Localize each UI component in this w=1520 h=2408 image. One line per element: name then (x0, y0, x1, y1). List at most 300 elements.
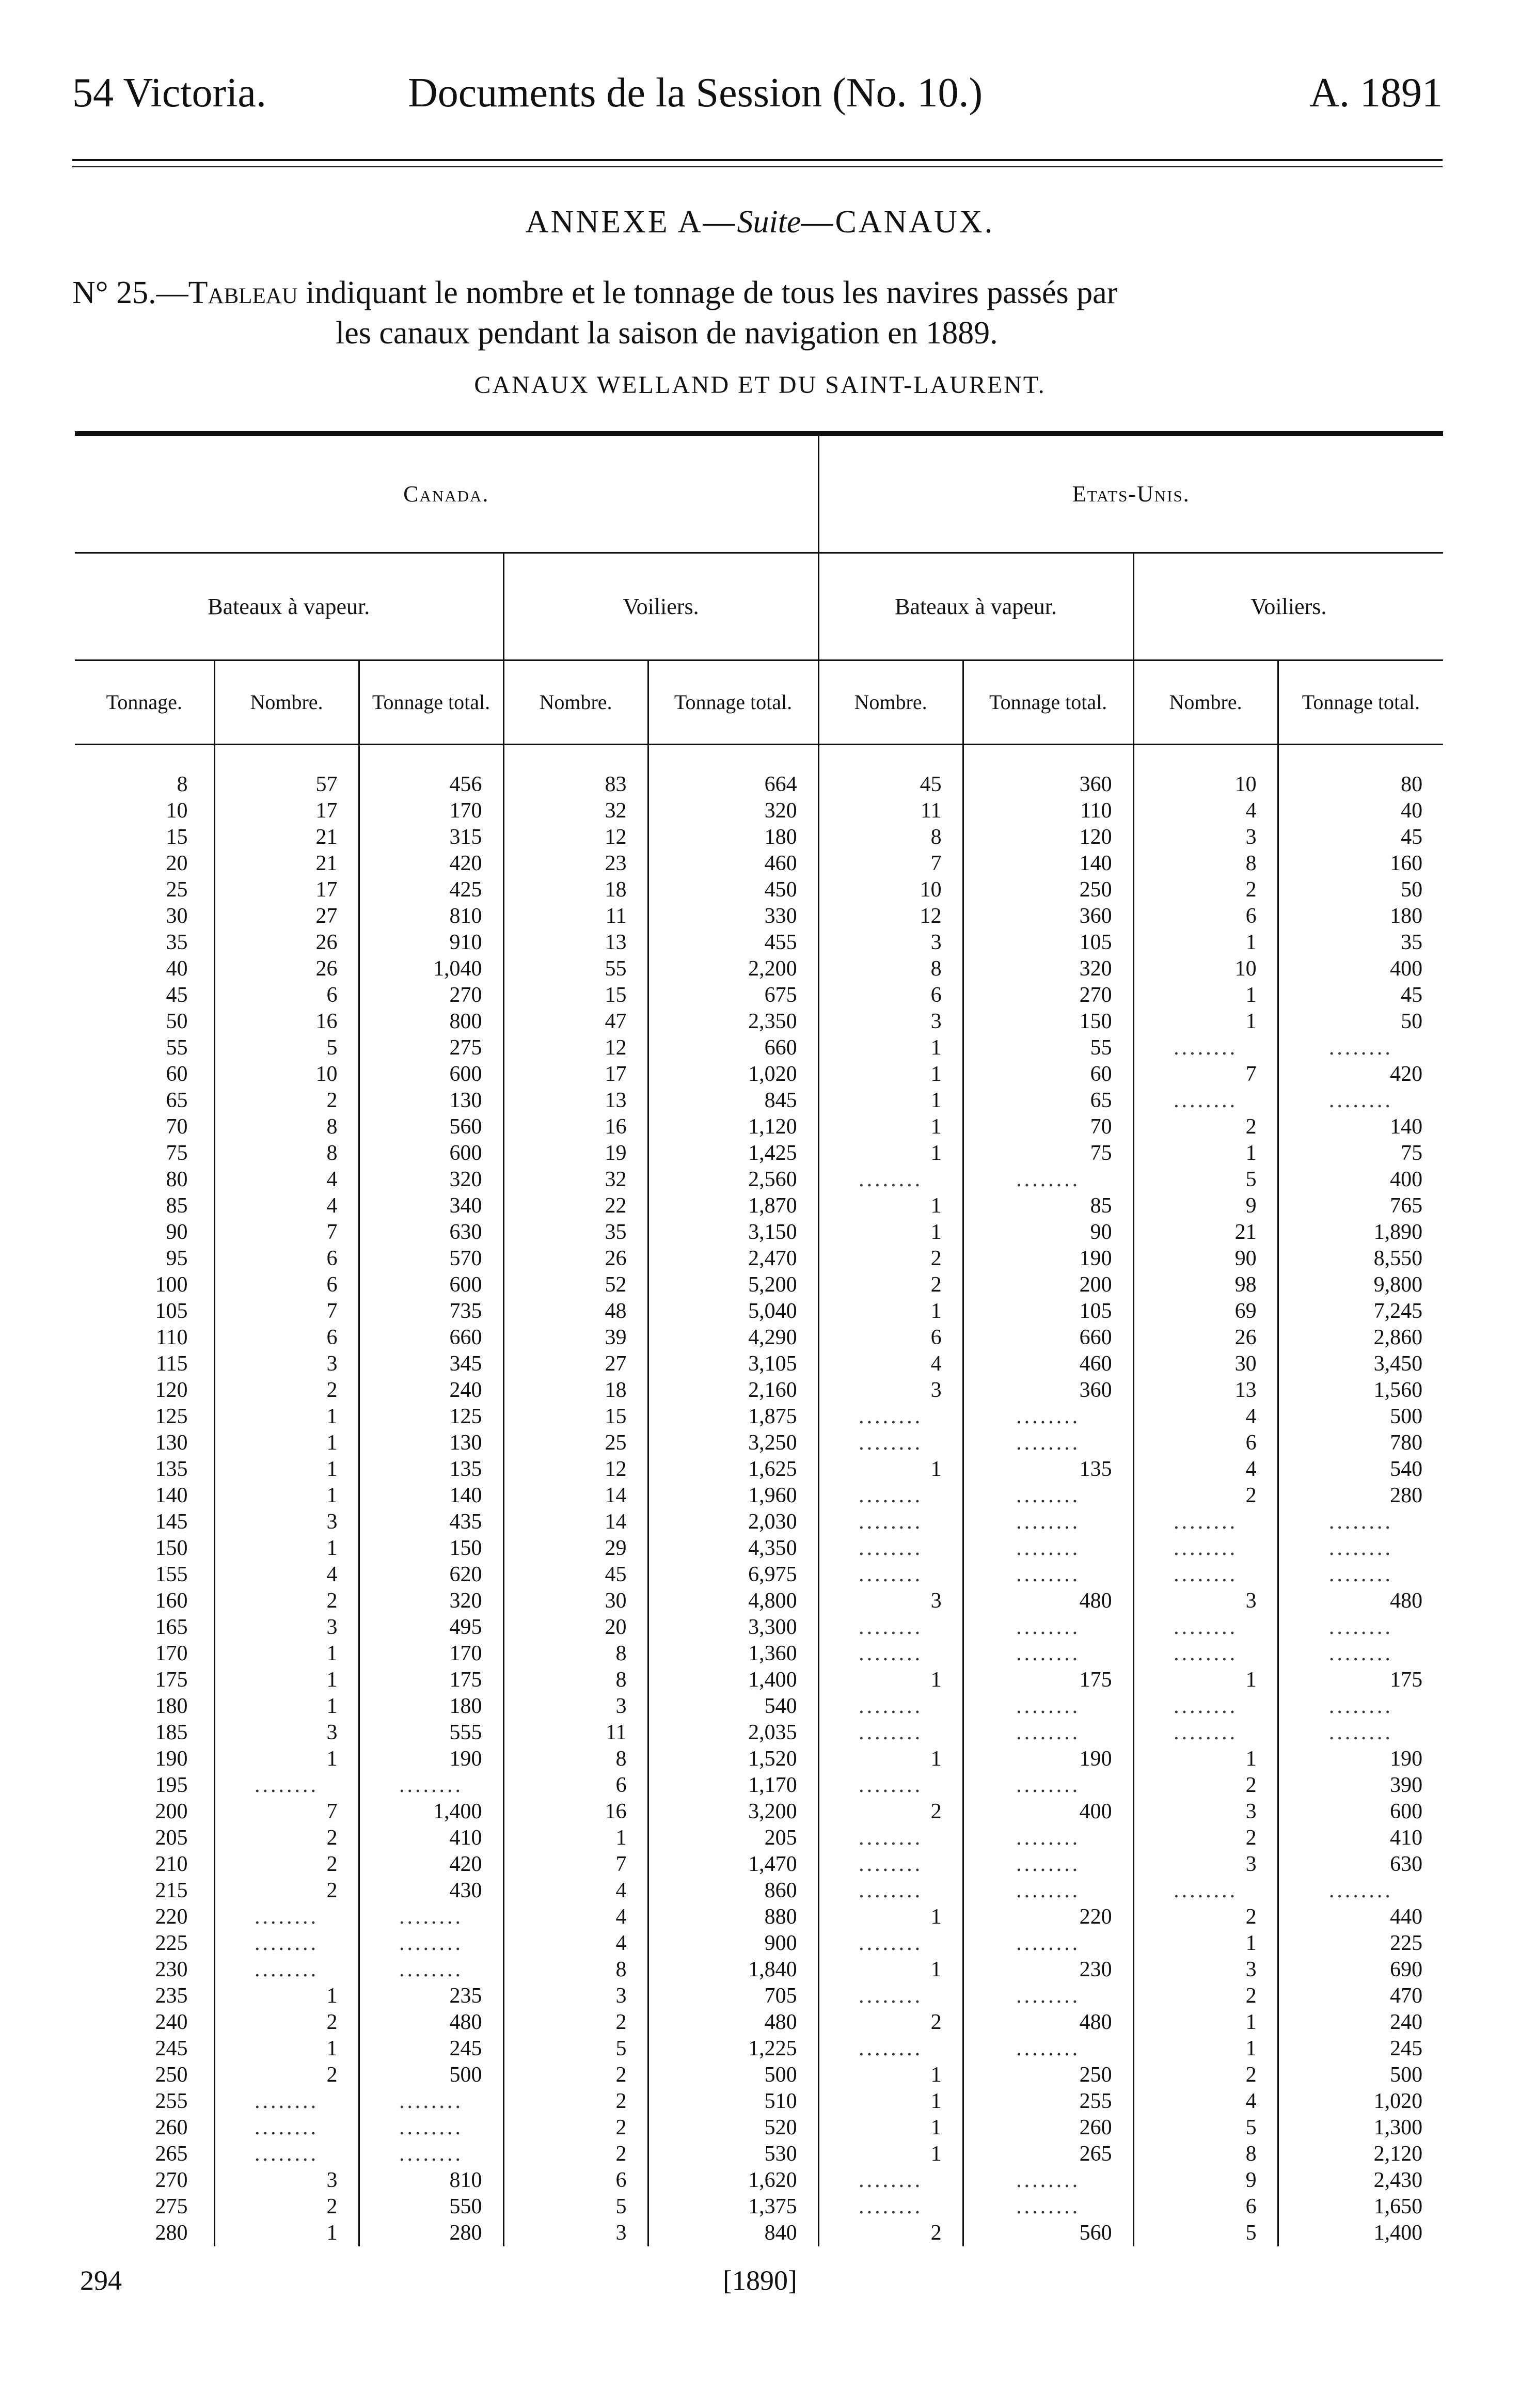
table-row (75, 1983, 1443, 2009)
cell-tonnage: 175 (155, 1668, 188, 1692)
cell-us-steam-nombre: 1 (818, 1088, 963, 1114)
cell-us-sail-nombre: 2 (1133, 1825, 1278, 1851)
cell-canada-sail-nombre: 13 (503, 1088, 648, 1114)
cell-canada-steam-total: 140 (359, 1483, 503, 1509)
cell-us-sail-total: 1,560 (1278, 1377, 1443, 1404)
cell-canada-steam-total: 175 (359, 1667, 503, 1693)
cell-canada-sail-nombre: 6 (503, 2167, 648, 2194)
cell-us-sail-total: 630 (1278, 1851, 1443, 1878)
cell-canada-sail-total: 510 (648, 2088, 818, 2115)
annexe-suffix: —CANAUX. (801, 204, 995, 240)
cell-us-steam-total: ........ (963, 1930, 1133, 1957)
cell-us-steam-nombre: 1 (818, 1061, 963, 1088)
table-row (75, 2062, 1443, 2088)
cell-us-steam-nombre: 3 (818, 930, 963, 956)
cell-canada-steam-total: 570 (359, 1246, 503, 1272)
cell-us-sail-total: 50 (1278, 1009, 1443, 1035)
cell-us-sail-nombre: 21 (1133, 1219, 1278, 1246)
cell-tonnage: 170 (155, 1642, 188, 1665)
cell-tonnage: 105 (155, 1299, 188, 1323)
cell-us-steam-nombre: 1 (818, 2115, 963, 2141)
table-row (75, 798, 1443, 824)
cell-us-sail-total: 45 (1278, 824, 1443, 851)
cell-us-sail-total: ........ (1278, 1641, 1443, 1667)
table-row (75, 930, 1443, 956)
cell-us-sail-nombre: 2 (1133, 1983, 1278, 2009)
cell-canada-steam-total: 600 (359, 1272, 503, 1298)
cell-canada-steam-total: 170 (359, 798, 503, 824)
cell-canada-sail-total: 500 (648, 2062, 818, 2088)
cell-us-steam-nombre: 11 (818, 798, 963, 824)
cell-canada-steam-nombre: 7 (214, 1298, 359, 1325)
cell-us-sail-nombre: 1 (1133, 1140, 1278, 1167)
cell-us-steam-total: 150 (963, 1009, 1133, 1035)
cell-canada-sail-total: 2,160 (648, 1377, 818, 1404)
cell-canada-steam-nombre: 6 (214, 982, 359, 1009)
table-row (75, 1246, 1443, 1272)
cell-canada-sail-total: 860 (648, 1878, 818, 1904)
cell-tonnage: 115 (156, 1352, 188, 1376)
table-row (75, 772, 1443, 798)
cell-canada-sail-nombre: 26 (503, 1246, 648, 1272)
cell-us-steam-total: 60 (963, 1061, 1133, 1088)
cell-us-sail-nombre: 9 (1133, 2167, 1278, 2194)
cell-us-steam-nombre: ........ (818, 1772, 963, 1799)
cell-canada-steam-total: 240 (359, 1377, 503, 1404)
table-row (75, 1351, 1443, 1377)
cell-us-sail-nombre: 10 (1133, 956, 1278, 982)
cell-canada-sail-nombre: 23 (503, 851, 648, 877)
cell-us-steam-nombre: 10 (818, 877, 963, 903)
cell-canada-sail-nombre: 32 (503, 798, 648, 824)
table-row (75, 1193, 1443, 1219)
cell-us-sail-nombre: ........ (1133, 1088, 1278, 1114)
cell-canada-steam-total: ........ (359, 1957, 503, 1983)
cell-us-steam-total: 85 (963, 1193, 1133, 1219)
table-row (75, 1535, 1443, 1562)
cell-us-sail-nombre: 3 (1133, 824, 1278, 851)
cell-us-sail-nombre: 1 (1133, 982, 1278, 1009)
cell-us-steam-total: 110 (963, 798, 1133, 824)
cell-tonnage: 250 (155, 2063, 188, 2087)
cell-canada-sail-nombre: 3 (503, 1693, 648, 1720)
cell-canada-steam-total: ........ (359, 2141, 503, 2167)
cell-canada-sail-total: 5,040 (648, 1298, 818, 1325)
col-canada-sail-total: Tonnage total. (648, 660, 818, 745)
cell-us-steam-nombre: 1 (818, 1114, 963, 1140)
cell-us-steam-nombre: ........ (818, 1535, 963, 1562)
cell-us-steam-nombre: 1 (818, 1746, 963, 1772)
table-body (75, 745, 1443, 2247)
cell-canada-sail-nombre: 8 (503, 1641, 648, 1667)
table-row (75, 1272, 1443, 1298)
cell-canada-steam-total: 1,040 (359, 956, 503, 982)
cell-us-steam-total: 270 (963, 982, 1133, 1009)
cell-canada-sail-total: 1,875 (648, 1404, 818, 1430)
cell-canada-steam-nombre: 21 (214, 824, 359, 851)
cell-canada-sail-total: 4,800 (648, 1588, 818, 1614)
table-row (75, 1562, 1443, 1588)
cell-us-steam-nombre: 3 (818, 1377, 963, 1404)
cell-canada-steam-total: 1,400 (359, 1799, 503, 1825)
cell-us-steam-nombre: 2 (818, 2009, 963, 2036)
table-row (75, 851, 1443, 877)
cell-us-sail-nombre: 2 (1133, 1904, 1278, 1930)
cell-canada-sail-total: 1,520 (648, 1746, 818, 1772)
cell-us-steam-nombre: 1 (818, 2141, 963, 2167)
cell-canada-sail-total: 1,120 (648, 1114, 818, 1140)
cell-tonnage: 230 (155, 1958, 188, 1981)
table-row (75, 1614, 1443, 1641)
cell-canada-steam-nombre: 1 (214, 1456, 359, 1483)
cell-canada-steam-nombre: 1 (214, 1404, 359, 1430)
cell-canada-sail-nombre: 20 (503, 1614, 648, 1641)
cell-tonnage: 215 (155, 1879, 188, 1902)
annexe-title (0, 204, 1520, 241)
cell-us-steam-total: ........ (963, 1562, 1133, 1588)
cell-canada-sail-nombre: 6 (503, 1772, 648, 1799)
cell-canada-sail-total: 1,020 (648, 1061, 818, 1088)
cell-us-sail-nombre: ........ (1133, 1509, 1278, 1535)
cell-tonnage: 40 (166, 957, 188, 981)
cell-tonnage: 120 (155, 1378, 188, 1402)
cell-us-sail-total: 280 (1278, 1483, 1443, 1509)
cell-canada-sail-nombre: 12 (503, 1456, 648, 1483)
cell-canada-steam-total: 235 (359, 1983, 503, 2009)
cell-canada-sail-nombre: 18 (503, 1377, 648, 1404)
cell-canada-steam-total: 340 (359, 1193, 503, 1219)
cell-us-sail-nombre: 2 (1133, 877, 1278, 903)
table-row (75, 1167, 1443, 1193)
cell-canada-steam-total: 125 (359, 1404, 503, 1430)
cell-canada-steam-total: 420 (359, 1851, 503, 1878)
cell-us-sail-total: 1,400 (1278, 2220, 1443, 2246)
cell-canada-steam-nombre: ........ (214, 2115, 359, 2141)
cell-us-steam-nombre: ........ (818, 1167, 963, 1193)
cell-us-steam-total: ........ (963, 2167, 1133, 2194)
cell-us-sail-nombre: 8 (1133, 851, 1278, 877)
cell-canada-steam-total: 320 (359, 1588, 503, 1614)
cell-us-sail-nombre: ........ (1133, 1614, 1278, 1641)
cell-canada-sail-nombre: 4 (503, 1904, 648, 1930)
cell-canada-sail-total: 1,425 (648, 1140, 818, 1167)
cell-canada-sail-total: 2,350 (648, 1009, 818, 1035)
cell-tonnage: 275 (155, 2195, 188, 2218)
table-row (75, 1904, 1443, 1930)
cell-us-sail-nombre: 5 (1133, 2220, 1278, 2246)
cell-canada-sail-nombre: 25 (503, 1430, 648, 1456)
cell-us-steam-nombre: 1 (818, 2062, 963, 2088)
cell-tonnage: 15 (166, 825, 188, 849)
cell-canada-steam-nombre: 6 (214, 1246, 359, 1272)
cell-us-sail-total: ........ (1278, 1693, 1443, 1720)
cell-canada-sail-total: 840 (648, 2220, 818, 2246)
cell-canada-sail-total: 460 (648, 851, 818, 877)
cell-canada-sail-nombre: 17 (503, 1061, 648, 1088)
cell-us-sail-total: 390 (1278, 1772, 1443, 1799)
cell-us-steam-total: 320 (963, 956, 1133, 982)
cell-canada-sail-nombre: 3 (503, 1983, 648, 2009)
cell-canada-sail-nombre: 14 (503, 1509, 648, 1535)
cell-canada-sail-total: 660 (648, 1035, 818, 1061)
table-row (75, 2167, 1443, 2194)
cell-canada-steam-nombre: 2 (214, 1851, 359, 1878)
cell-canada-steam-total: 130 (359, 1088, 503, 1114)
cell-us-sail-total: 410 (1278, 1825, 1443, 1851)
cell-canada-steam-nombre: ........ (214, 1904, 359, 1930)
cell-us-steam-total: 250 (963, 877, 1133, 903)
header-rule-top (72, 159, 1443, 161)
cell-us-sail-nombre: 1 (1133, 1667, 1278, 1693)
cell-canada-sail-total: 5,200 (648, 1272, 818, 1298)
cell-tonnage: 160 (155, 1589, 188, 1613)
cell-canada-sail-total: 3,150 (648, 1219, 818, 1246)
cell-canada-steam-nombre: 8 (214, 1114, 359, 1140)
cell-canada-steam-total: 420 (359, 851, 503, 877)
cell-us-sail-total: 480 (1278, 1588, 1443, 1614)
cell-canada-steam-total: 135 (359, 1456, 503, 1483)
cell-us-sail-total: 500 (1278, 1404, 1443, 1430)
cell-canada-steam-total: 130 (359, 1430, 503, 1456)
cell-us-sail-total: 50 (1278, 877, 1443, 903)
cell-us-steam-total: 105 (963, 930, 1133, 956)
cell-us-sail-nombre: 1 (1133, 1930, 1278, 1957)
cell-canada-sail-total: 664 (648, 772, 818, 798)
table-row (75, 1483, 1443, 1509)
cell-tonnage: 80 (166, 1168, 188, 1191)
cell-canada-sail-total: 1,225 (648, 2036, 818, 2062)
cell-canada-steam-nombre: 7 (214, 1799, 359, 1825)
cell-us-sail-total: 690 (1278, 1957, 1443, 1983)
cell-tonnage: 165 (155, 1615, 188, 1639)
cell-canada-sail-nombre: 11 (503, 903, 648, 930)
cell-canada-steam-nombre: 1 (214, 1430, 359, 1456)
col-us-steam-nombre: Nombre. (818, 660, 963, 745)
cell-us-sail-total: ........ (1278, 1878, 1443, 1904)
cell-us-steam-nombre: 12 (818, 903, 963, 930)
cell-us-steam-nombre: 4 (818, 1351, 963, 1377)
cell-us-sail-total: ........ (1278, 1562, 1443, 1588)
cell-us-steam-total: ........ (963, 1693, 1133, 1720)
table-row (75, 1799, 1443, 1825)
cell-canada-steam-nombre: 6 (214, 1325, 359, 1351)
cell-us-steam-nombre: 1 (818, 1193, 963, 1219)
cell-canada-steam-nombre: 4 (214, 1193, 359, 1219)
cell-us-sail-nombre: 10 (1133, 772, 1278, 798)
table-row (75, 1957, 1443, 1983)
caption-line2: les canaux pendant la saison de navigation en 1889. (336, 316, 998, 351)
col-us-sail-nombre: Nombre. (1133, 660, 1278, 745)
cell-us-steam-nombre: 1 (818, 1140, 963, 1167)
cell-tonnage: 110 (156, 1326, 188, 1349)
cell-us-sail-total: 1,650 (1278, 2194, 1443, 2220)
cell-us-steam-nombre: 1 (818, 1667, 963, 1693)
cell-canada-sail-nombre: 15 (503, 1404, 648, 1430)
cell-us-sail-nombre: 3 (1133, 1957, 1278, 1983)
cell-us-sail-total: 765 (1278, 1193, 1443, 1219)
cell-us-sail-total: 2,120 (1278, 2141, 1443, 2167)
cell-canada-sail-total: 3,200 (648, 1799, 818, 1825)
cell-us-steam-nombre: 2 (818, 2220, 963, 2246)
cell-us-steam-nombre: 1 (818, 1035, 963, 1061)
cell-tonnage: 270 (155, 2168, 188, 2192)
cell-us-sail-total: 1,300 (1278, 2115, 1443, 2141)
table-row (75, 1641, 1443, 1667)
cell-canada-sail-nombre: 2 (503, 2115, 648, 2141)
cell-us-steam-total: 255 (963, 2088, 1133, 2115)
col-canada-steam-total: Tonnage total. (359, 660, 503, 745)
cell-us-sail-nombre: 90 (1133, 1246, 1278, 1272)
cell-us-steam-total: 480 (963, 1588, 1133, 1614)
table-row (75, 2036, 1443, 2062)
cell-canada-sail-total: 675 (648, 982, 818, 1009)
cell-canada-sail-total: 900 (648, 1930, 818, 1957)
header-canada-steam: Bateaux à vapeur. (75, 553, 503, 660)
cell-canada-steam-nombre: 26 (214, 956, 359, 982)
cell-us-steam-nombre: ........ (818, 1851, 963, 1878)
cell-tonnage: 75 (166, 1141, 188, 1165)
caption-line1: indiquant le nombre et le tonnage de tous les navires passés par (297, 275, 1118, 310)
cell-tonnage: 20 (166, 852, 188, 875)
cell-canada-sail-nombre: 13 (503, 930, 648, 956)
cell-us-sail-total: 440 (1278, 1904, 1443, 1930)
cell-us-sail-total: 75 (1278, 1140, 1443, 1167)
cell-us-steam-nombre: 1 (818, 1904, 963, 1930)
cell-canada-steam-nombre: 1 (214, 1483, 359, 1509)
cell-canada-steam-nombre: 3 (214, 1720, 359, 1746)
cell-tonnage: 45 (166, 983, 188, 1007)
cell-canada-steam-nombre: 27 (214, 903, 359, 930)
cell-canada-steam-total: 275 (359, 1035, 503, 1061)
cell-us-steam-total: 70 (963, 1114, 1133, 1140)
cell-canada-sail-total: 330 (648, 903, 818, 930)
cell-canada-steam-nombre: ........ (214, 1957, 359, 1983)
cell-canada-steam-total: 560 (359, 1114, 503, 1140)
cell-canada-sail-total: 705 (648, 1983, 818, 2009)
cell-canada-sail-total: 1,625 (648, 1456, 818, 1483)
cell-us-steam-total: 200 (963, 1272, 1133, 1298)
table-row (75, 1404, 1443, 1430)
cell-canada-sail-nombre: 4 (503, 1930, 648, 1957)
cell-canada-sail-total: 845 (648, 1088, 818, 1114)
cell-canada-steam-nombre: 1 (214, 1983, 359, 2009)
cell-us-sail-nombre: 6 (1133, 2194, 1278, 2220)
cell-us-steam-total: ........ (963, 1878, 1133, 1904)
cell-canada-sail-nombre: 18 (503, 877, 648, 903)
cell-us-steam-total: 360 (963, 772, 1133, 798)
page-number: 294 (80, 2265, 122, 2296)
cell-canada-steam-nombre: 57 (214, 772, 359, 798)
cell-us-steam-total: 265 (963, 2141, 1133, 2167)
cell-canada-steam-total: 315 (359, 824, 503, 851)
header-right: A. 1891 (1309, 70, 1443, 116)
cell-tonnage: 8 (177, 773, 188, 796)
cell-canada-sail-nombre: 12 (503, 824, 648, 851)
table-row (75, 1825, 1443, 1851)
cell-us-sail-nombre: 7 (1133, 1061, 1278, 1088)
cell-us-sail-nombre: 2 (1133, 1483, 1278, 1509)
header-center: Documents de la Session (No. 10.) (408, 70, 983, 116)
cell-canada-steam-total: ........ (359, 2115, 503, 2141)
cell-canada-sail-total: 180 (648, 824, 818, 851)
cell-canada-sail-total: 320 (648, 798, 818, 824)
table-row (75, 1219, 1443, 1246)
cell-canada-sail-nombre: 47 (503, 1009, 648, 1035)
cell-canada-sail-total: 530 (648, 2141, 818, 2167)
cell-us-steam-total: 480 (963, 2009, 1133, 2036)
cell-canada-steam-total: 190 (359, 1746, 503, 1772)
cell-us-sail-total: 3,450 (1278, 1351, 1443, 1377)
cell-us-steam-total: 190 (963, 1246, 1133, 1272)
cell-us-steam-total: 135 (963, 1456, 1133, 1483)
cell-us-sail-nombre: 2 (1133, 1114, 1278, 1140)
cell-canada-steam-nombre: 6 (214, 1272, 359, 1298)
cell-canada-sail-total: 1,375 (648, 2194, 818, 2220)
cell-us-steam-total: 55 (963, 1035, 1133, 1061)
cell-canada-steam-total: 280 (359, 2220, 503, 2246)
cell-us-steam-nombre: 3 (818, 1009, 963, 1035)
cell-canada-steam-total: 435 (359, 1509, 503, 1535)
cell-canada-steam-total: 910 (359, 930, 503, 956)
cell-us-sail-total: 35 (1278, 930, 1443, 956)
cell-canada-sail-total: 520 (648, 2115, 818, 2141)
table-row (75, 824, 1443, 851)
cell-canada-steam-total: 320 (359, 1167, 503, 1193)
table-row (75, 1746, 1443, 1772)
cell-us-sail-total: 8,550 (1278, 1246, 1443, 1272)
cell-us-steam-total: 190 (963, 1746, 1133, 1772)
cell-canada-sail-nombre: 8 (503, 1746, 648, 1772)
cell-us-sail-total: 40 (1278, 798, 1443, 824)
cell-us-sail-total: 190 (1278, 1746, 1443, 1772)
cell-canada-sail-nombre: 48 (503, 1298, 648, 1325)
cell-us-sail-total: 245 (1278, 2036, 1443, 2062)
cell-canada-steam-nombre: 2 (214, 1878, 359, 1904)
cell-canada-steam-nombre: 4 (214, 1562, 359, 1588)
cell-canada-sail-total: 3,105 (648, 1351, 818, 1377)
cell-us-steam-nombre: 1 (818, 2088, 963, 2115)
table-row (75, 982, 1443, 1009)
cell-tonnage: 135 (155, 1457, 188, 1481)
cell-us-steam-total: ........ (963, 1851, 1133, 1878)
header-us-sail: Voiliers. (1133, 553, 1443, 660)
cell-us-steam-nombre: ........ (818, 1562, 963, 1588)
cell-us-sail-nombre: 1 (1133, 2009, 1278, 2036)
cell-us-steam-total: 105 (963, 1298, 1133, 1325)
document-code: [1890] (723, 2265, 797, 2296)
cell-us-steam-total: 220 (963, 1904, 1133, 1930)
cell-canada-sail-total: 1,400 (648, 1667, 818, 1693)
table-row (75, 2194, 1443, 2220)
cell-tonnage: 245 (155, 2037, 188, 2060)
cell-us-sail-nombre: 98 (1133, 1272, 1278, 1298)
cell-us-steam-nombre: ........ (818, 1930, 963, 1957)
cell-canada-sail-total: 1,360 (648, 1641, 818, 1667)
table-row (75, 1930, 1443, 1957)
cell-canada-sail-total: 2,200 (648, 956, 818, 982)
cell-canada-steam-total: 810 (359, 903, 503, 930)
cell-us-steam-nombre: 1 (818, 1219, 963, 1246)
table-row (75, 1114, 1443, 1140)
cell-tonnage: 65 (166, 1089, 188, 1112)
cell-canada-sail-total: 1,620 (648, 2167, 818, 2194)
cell-canada-steam-total: 600 (359, 1140, 503, 1167)
cell-us-sail-total: ........ (1278, 1509, 1443, 1535)
cell-tonnage: 190 (155, 1747, 188, 1771)
cell-tonnage: 130 (155, 1431, 188, 1455)
cell-canada-steam-nombre: 1 (214, 2036, 359, 2062)
cell-us-sail-nombre: 3 (1133, 1851, 1278, 1878)
